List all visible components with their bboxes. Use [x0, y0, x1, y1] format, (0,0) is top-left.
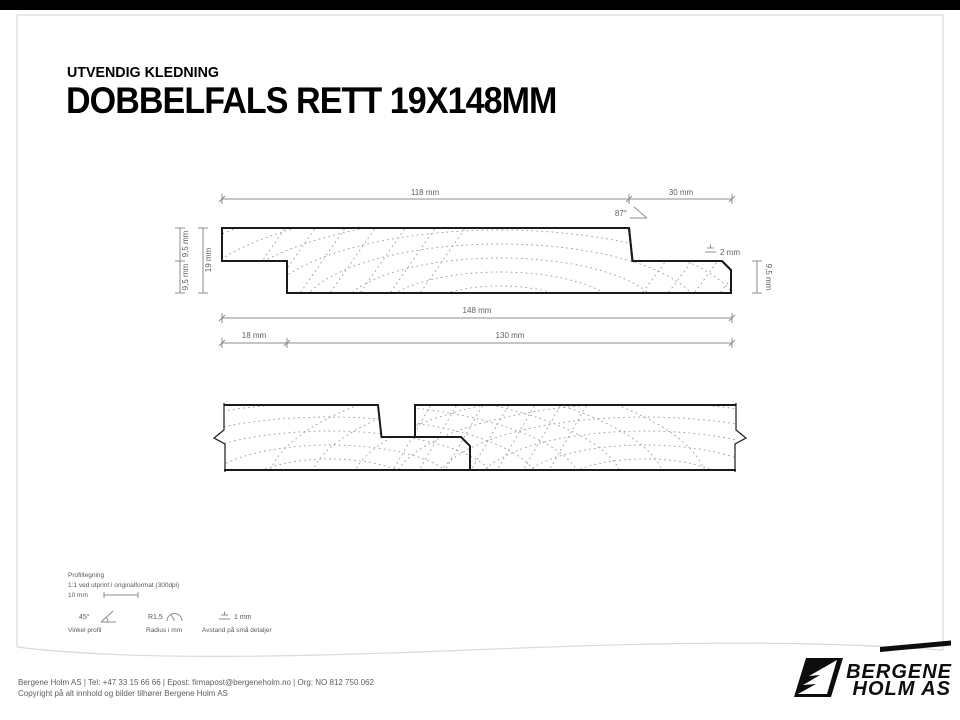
- dim-left-lower: 9,5 mm: [181, 263, 190, 291]
- legend-radius-label: Radius i mm: [146, 627, 183, 634]
- legend-radius-value: R1,5: [148, 614, 163, 621]
- dim-top-face-width: 118 mm: [410, 188, 440, 197]
- dim-angle: 87°: [614, 209, 627, 218]
- product-category: UTVENDIG KLEDNING: [67, 64, 220, 81]
- detail-distance-icon: [219, 612, 230, 620]
- legend-scale-label: 10 mm: [68, 592, 88, 599]
- angle-87-icon: [630, 207, 647, 218]
- dim-total-width: 148 mm: [462, 306, 492, 315]
- dim-right-thickness: 9,5 mm: [764, 263, 773, 291]
- legend-line2: 1:1 ved utprint i originalformat (300dpi): [68, 582, 180, 589]
- legend-line1: Profiltegning: [68, 572, 105, 579]
- dim-lap-width: 30 mm: [668, 188, 694, 197]
- dim-total-thickness: 19 mm: [204, 247, 213, 273]
- logo-text-line2: HOLM AS: [852, 678, 951, 700]
- page-border: [17, 15, 943, 656]
- break-edge-right: [735, 403, 746, 472]
- footer-copyright: Copyright på alt innhold og bilder tilhører Bergene Holm AS: [18, 689, 228, 698]
- gap-2mm-icon: [705, 245, 716, 253]
- radius-icon: [167, 614, 182, 622]
- legend-block: [68, 571, 179, 601]
- dim-left-upper: 9,5 mm: [181, 230, 190, 258]
- wave-divider: [17, 643, 943, 656]
- legend-detail-label: Avstand på små detaljer: [202, 627, 272, 634]
- dim-gap: 2 mm: [720, 248, 740, 257]
- break-edge-left: [214, 403, 225, 472]
- dim-face-width: 130 mm: [495, 331, 525, 340]
- legend-angle-label: Vinkel profil: [68, 627, 102, 634]
- legend-angle-value: 45°: [79, 614, 90, 621]
- footer-contact: Bergene Holm AS | Tel: +47 33 15 66 66 | Epost: firmapost@bergeneholm.no | Org: NO 812 750 062: [18, 678, 374, 687]
- legend-detail-value: 1 mm: [234, 614, 252, 621]
- page-title: DOBBELFALS RETT 19X148MM: [66, 80, 557, 121]
- logo-text-line1: BERGENE: [846, 661, 952, 683]
- dim-notch-width: 18 mm: [241, 331, 267, 340]
- angle-45-icon: [101, 611, 116, 622]
